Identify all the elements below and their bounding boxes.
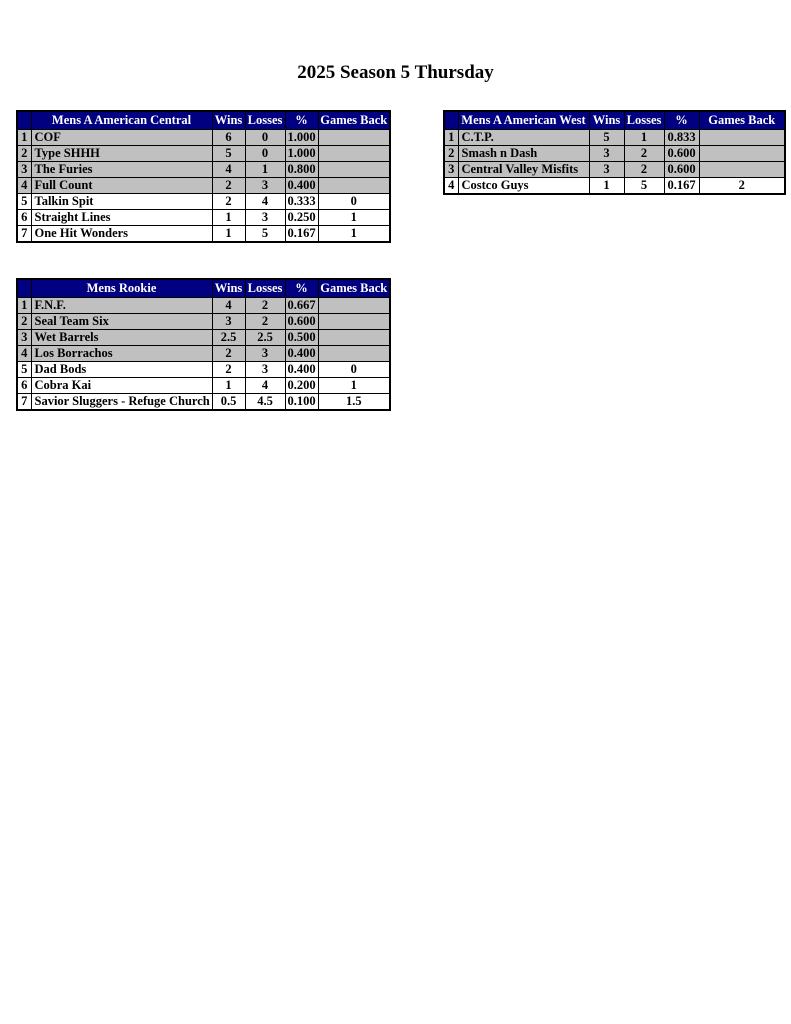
page-title: 2025 Season 5 Thursday — [297, 62, 494, 83]
losses-header-cell: Losses — [624, 111, 664, 130]
pct-cell: 0.200 — [285, 378, 318, 394]
losses-cell: 5 — [245, 226, 285, 243]
losses-header-cell: Losses — [245, 111, 285, 130]
pct-cell: 0.100 — [285, 394, 318, 411]
rank-cell: 7 — [17, 226, 31, 243]
standings-row — [17, 130, 390, 146]
pct-cell: 0.600 — [664, 146, 699, 162]
games-back-cell — [318, 314, 390, 330]
team-cell: One Hit Wonders — [31, 226, 212, 243]
losses-cell: 4 — [245, 378, 285, 394]
wins-cell: 3 — [589, 162, 624, 178]
games-back-cell: 0 — [318, 194, 390, 210]
standings-row — [17, 146, 390, 162]
division-title-cell: Mens Rookie — [31, 279, 212, 298]
wins-header-cell: Wins — [212, 279, 245, 298]
team-cell: Savior Sluggers - Refuge Church — [31, 394, 212, 411]
rank-cell: 7 — [17, 394, 31, 411]
standings-row — [17, 298, 390, 314]
rank-cell: 3 — [444, 162, 458, 178]
pct-cell: 0.600 — [285, 314, 318, 330]
wins-cell: 3 — [589, 146, 624, 162]
rank-cell: 1 — [17, 130, 31, 146]
rank-cell: 2 — [17, 146, 31, 162]
rank-cell: 5 — [17, 194, 31, 210]
pct-cell: 1.000 — [285, 130, 318, 146]
games-back-cell — [318, 346, 390, 362]
wins-cell: 2 — [212, 346, 245, 362]
standings-row — [17, 346, 390, 362]
team-cell: Straight Lines — [31, 210, 212, 226]
rank-cell: 6 — [17, 210, 31, 226]
standings-table — [443, 110, 786, 195]
rank-cell: 3 — [17, 162, 31, 178]
wins-cell: 1 — [212, 378, 245, 394]
team-cell: Type SHHH — [31, 146, 212, 162]
rank-cell: 4 — [17, 178, 31, 194]
team-cell: COF — [31, 130, 212, 146]
wins-cell: 2 — [212, 178, 245, 194]
games-back-cell: 1.5 — [318, 394, 390, 411]
wins-cell: 4 — [212, 162, 245, 178]
pct-cell: 0.400 — [285, 362, 318, 378]
losses-cell: 4 — [245, 194, 285, 210]
games-back-cell: 1 — [318, 378, 390, 394]
games-back-cell — [318, 330, 390, 346]
standings-table-mens-a-american-central — [16, 110, 391, 243]
losses-cell: 0 — [245, 146, 285, 162]
pct-cell: 0.167 — [664, 178, 699, 195]
standings-row — [17, 362, 390, 378]
wins-cell: 3 — [212, 314, 245, 330]
standings-row — [17, 394, 390, 411]
rank-cell: 6 — [17, 378, 31, 394]
team-cell: Costco Guys — [458, 178, 589, 195]
standings-row — [17, 194, 390, 210]
rank-cell: 4 — [444, 178, 458, 195]
games-back-cell — [699, 162, 785, 178]
team-cell: Wet Barrels — [31, 330, 212, 346]
games-back-cell — [699, 130, 785, 146]
games-back-cell: 1 — [318, 210, 390, 226]
rank-cell: 1 — [444, 130, 458, 146]
rank-cell: 2 — [444, 146, 458, 162]
rank-header-cell — [17, 111, 31, 130]
standings-table — [16, 110, 391, 243]
games-back-cell: 1 — [318, 226, 390, 243]
losses-cell: 1 — [245, 162, 285, 178]
rank-header-cell — [17, 279, 31, 298]
standings-table — [16, 278, 391, 411]
losses-cell: 2 — [624, 162, 664, 178]
team-cell: Cobra Kai — [31, 378, 212, 394]
pct-cell: 0.500 — [285, 330, 318, 346]
games-back-cell — [318, 162, 390, 178]
team-cell: C.T.P. — [458, 130, 589, 146]
standings-row — [17, 162, 390, 178]
wins-cell: 0.5 — [212, 394, 245, 411]
games-back-cell — [318, 298, 390, 314]
team-cell: Talkin Spit — [31, 194, 212, 210]
losses-cell: 5 — [624, 178, 664, 195]
wins-cell: 5 — [212, 146, 245, 162]
team-cell: Full Count — [31, 178, 212, 194]
rank-cell: 4 — [17, 346, 31, 362]
losses-cell: 4.5 — [245, 394, 285, 411]
pct-cell: 0.167 — [285, 226, 318, 243]
games-back-cell — [318, 130, 390, 146]
losses-cell: 2 — [624, 146, 664, 162]
losses-cell: 0 — [245, 130, 285, 146]
pct-cell: 0.600 — [664, 162, 699, 178]
losses-cell: 1 — [624, 130, 664, 146]
pct-cell: 0.250 — [285, 210, 318, 226]
standings-table-mens-a-american-west — [443, 110, 786, 195]
division-title-cell: Mens A American Central — [31, 111, 212, 130]
pct-cell: 0.667 — [285, 298, 318, 314]
pct-cell: 0.400 — [285, 178, 318, 194]
standings-row — [444, 178, 785, 195]
games-back-cell — [318, 178, 390, 194]
team-cell: Seal Team Six — [31, 314, 212, 330]
header-row — [444, 111, 785, 130]
pct-cell: 0.833 — [664, 130, 699, 146]
team-cell: F.N.F. — [31, 298, 212, 314]
wins-cell: 2 — [212, 194, 245, 210]
standings-row — [17, 178, 390, 194]
losses-cell: 2.5 — [245, 330, 285, 346]
team-cell: Dad Bods — [31, 362, 212, 378]
standings-row — [17, 330, 390, 346]
wins-cell: 6 — [212, 130, 245, 146]
losses-cell: 2 — [245, 298, 285, 314]
header-row — [17, 111, 390, 130]
wins-cell: 4 — [212, 298, 245, 314]
pct-cell: 0.400 — [285, 346, 318, 362]
rank-cell: 1 — [17, 298, 31, 314]
pct-cell: 0.333 — [285, 194, 318, 210]
games-back-cell — [699, 146, 785, 162]
standings-row — [17, 314, 390, 330]
team-cell: Los Borrachos — [31, 346, 212, 362]
team-cell: Smash n Dash — [458, 146, 589, 162]
losses-cell: 2 — [245, 314, 285, 330]
standings-row — [17, 226, 390, 243]
standings-row — [17, 378, 390, 394]
wins-cell: 1 — [212, 210, 245, 226]
rank-cell: 3 — [17, 330, 31, 346]
wins-header-cell: Wins — [212, 111, 245, 130]
pct-header-cell: % — [285, 111, 318, 130]
rank-header-cell — [444, 111, 458, 130]
pct-header-cell: % — [664, 111, 699, 130]
wins-cell: 2.5 — [212, 330, 245, 346]
team-cell: Central Valley Misfits — [458, 162, 589, 178]
losses-cell: 3 — [245, 178, 285, 194]
standings-row — [17, 210, 390, 226]
rank-cell: 5 — [17, 362, 31, 378]
rank-cell: 2 — [17, 314, 31, 330]
losses-cell: 3 — [245, 362, 285, 378]
games-back-header-cell: Games Back — [318, 111, 390, 130]
standings-row — [444, 146, 785, 162]
games-back-cell: 2 — [699, 178, 785, 195]
losses-cell: 3 — [245, 346, 285, 362]
wins-cell: 1 — [589, 178, 624, 195]
standings-table-mens-rookie — [16, 278, 391, 411]
pct-header-cell: % — [285, 279, 318, 298]
standings-row — [444, 130, 785, 146]
wins-cell: 1 — [212, 226, 245, 243]
standings-row — [444, 162, 785, 178]
wins-header-cell: Wins — [589, 111, 624, 130]
losses-header-cell: Losses — [245, 279, 285, 298]
pct-cell: 1.000 — [285, 146, 318, 162]
games-back-header-cell: Games Back — [318, 279, 390, 298]
wins-cell: 2 — [212, 362, 245, 378]
games-back-cell: 0 — [318, 362, 390, 378]
team-cell: The Furies — [31, 162, 212, 178]
games-back-cell — [318, 146, 390, 162]
division-title-cell: Mens A American West — [458, 111, 589, 130]
header-row — [17, 279, 390, 298]
games-back-header-cell: Games Back — [699, 111, 785, 130]
wins-cell: 5 — [589, 130, 624, 146]
pct-cell: 0.800 — [285, 162, 318, 178]
losses-cell: 3 — [245, 210, 285, 226]
